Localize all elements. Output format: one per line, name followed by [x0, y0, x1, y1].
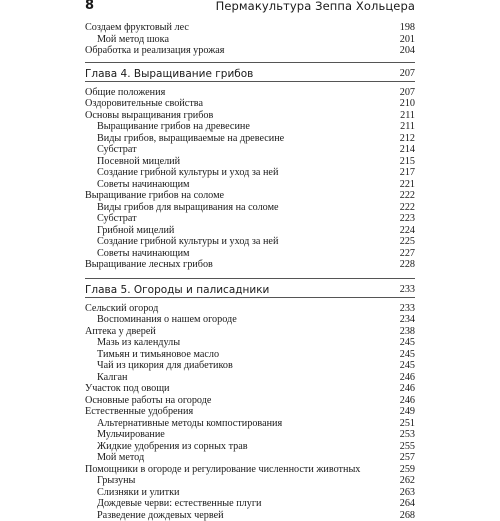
toc-entry-title: Субстрат: [97, 213, 137, 224]
toc-entry: [85, 167, 415, 179]
toc-entry-title: Мой метод: [97, 452, 144, 463]
chapter-heading: [85, 278, 415, 298]
toc-entry: [85, 22, 415, 34]
toc-entry-title: Сельский огород: [85, 303, 158, 314]
toc-entry-title: Выращивание грибов на соломе: [85, 190, 224, 201]
toc-entry: [85, 475, 415, 487]
toc-entry: [85, 464, 415, 476]
toc-entry-title: Аптека у дверей: [85, 326, 156, 337]
toc-entry-page: 233: [400, 303, 415, 315]
toc-entry-page: 249: [400, 406, 415, 418]
page-header: [85, 0, 415, 16]
toc-entry-page: 215: [400, 156, 415, 168]
chapter-title: Глава 5. Огороды и палисадники: [85, 284, 269, 296]
toc-entry-page: 222: [400, 190, 415, 202]
toc-entry-page: 228: [400, 259, 415, 271]
chapter-page: 233: [400, 283, 415, 297]
toc-entry-title: Выращивание лесных грибов: [85, 259, 213, 270]
running-title: Пермакультура Зеппа Хольцера: [216, 0, 415, 13]
toc-entry: [85, 110, 415, 122]
toc-entry: [85, 156, 415, 168]
toc-entry: [85, 452, 415, 464]
toc-entry: [85, 326, 415, 338]
toc-entry-page: 263: [400, 487, 415, 499]
toc-entry: [85, 383, 415, 395]
toc-entry-page: 227: [400, 248, 415, 260]
toc-entry-title: Грызуны: [97, 475, 135, 486]
toc-entry-title: Мульчирование: [97, 429, 165, 440]
toc-entry: [85, 144, 415, 156]
toc-entry-page: 262: [400, 475, 415, 487]
toc-entry: [85, 487, 415, 499]
toc-entry-title: Создание грибной культуры и уход за ней: [97, 236, 278, 247]
toc-entry: [85, 87, 415, 99]
toc-entry-title: Дождевые черви: естественные плуги: [97, 498, 261, 509]
toc-entry-page: 259: [400, 464, 415, 476]
toc-entry: [85, 259, 415, 271]
toc-entry-page: 245: [400, 360, 415, 372]
toc-entry-page: 225: [400, 236, 415, 248]
toc-entry: [85, 337, 415, 349]
toc-entry-page: 210: [400, 98, 415, 110]
toc-entry-page: 251: [400, 418, 415, 430]
toc-entry-page: 201: [400, 34, 415, 46]
toc-entry-title: Основные работы на огороде: [85, 395, 211, 406]
toc-entry-page: 246: [400, 395, 415, 407]
toc-entry-title: Советы начинающим: [97, 248, 189, 259]
toc-entry-page: 207: [400, 87, 415, 99]
toc-entry: [85, 202, 415, 214]
toc-section-top: [85, 22, 415, 57]
chapter-heading: [85, 62, 415, 82]
toc-entry-title: Выращивание грибов на древесине: [97, 121, 250, 132]
toc-entry: [85, 360, 415, 372]
toc-entry-title: Воспоминания о нашем огороде: [97, 314, 237, 325]
toc-entry-title: Естественные удобрения: [85, 406, 193, 417]
toc-entry-page: 217: [400, 167, 415, 179]
table-of-contents: [85, 22, 415, 521]
toc-entry-page: 257: [400, 452, 415, 464]
toc-entry: [85, 34, 415, 46]
toc-entry: [85, 236, 415, 248]
toc-entry: [85, 372, 415, 384]
toc-entry-title: Субстрат: [97, 144, 137, 155]
toc-entry-page: 234: [400, 314, 415, 326]
toc-entry: [85, 190, 415, 202]
toc-entry-title: Грибной мицелий: [97, 225, 174, 236]
toc-entry-title: Советы начинающим: [97, 179, 189, 190]
toc-entry-page: 255: [400, 441, 415, 453]
toc-entry-title: Помощники в огороде и регулирование численности животных: [85, 464, 360, 475]
toc-entry-page: 253: [400, 429, 415, 441]
toc-entry-page: 268: [400, 510, 415, 521]
toc-entry: [85, 133, 415, 145]
toc-entry-page: 211: [400, 110, 415, 122]
toc-entry-title: Создание грибной культуры и уход за ней: [97, 167, 278, 178]
toc-entry: [85, 314, 415, 326]
toc-entry-page: 246: [400, 372, 415, 384]
toc-entry: [85, 213, 415, 225]
toc-entry: [85, 98, 415, 110]
toc-entry: [85, 429, 415, 441]
toc-entry-page: 198: [400, 22, 415, 34]
toc-entry-title: Разведение дождевых червей: [97, 510, 224, 521]
toc-entry-title: Общие положения: [85, 87, 165, 98]
chapter-title: Глава 4. Выращивание грибов: [85, 68, 253, 80]
toc-entry: [85, 248, 415, 260]
toc-entry-title: Мазь из календулы: [97, 337, 180, 348]
toc-entry-page: 221: [400, 179, 415, 191]
toc-entry-title: Виды грибов, выращиваемые на древесине: [97, 133, 284, 144]
toc-entry-page: 245: [400, 349, 415, 361]
chapter-page: 207: [400, 67, 415, 81]
toc-entry-title: Альтернативные методы компостирования: [97, 418, 282, 429]
toc-entry-page: 222: [400, 202, 415, 214]
toc-entry-title: Тимьян и тимьяновое масло: [97, 349, 219, 360]
toc-entry-title: Виды грибов для выращивания на соломе: [97, 202, 279, 213]
toc-entry-title: Калган: [97, 372, 128, 383]
toc-entry-page: 204: [400, 45, 415, 57]
toc-entry-page: 211: [400, 121, 415, 133]
toc-entry: [85, 406, 415, 418]
toc-entry-title: Чай из цикория для диабетиков: [97, 360, 233, 371]
toc-entry-title: Создаем фруктовый лес: [85, 22, 189, 33]
toc-entry: [85, 303, 415, 315]
toc-entry: [85, 179, 415, 191]
toc-entry: [85, 441, 415, 453]
toc-entry-title: Посевной мицелий: [97, 156, 180, 167]
toc-entry: [85, 121, 415, 133]
toc-entry-page: 223: [400, 213, 415, 225]
toc-entry-page: 246: [400, 383, 415, 395]
page-number: 8: [85, 0, 94, 13]
toc-entry: [85, 510, 415, 521]
toc-entry: [85, 395, 415, 407]
toc-entry-page: 264: [400, 498, 415, 510]
toc-entry-title: Мой метод шока: [97, 34, 169, 45]
toc-entry-title: Жидкие удобрения из сорных трав: [97, 441, 248, 452]
toc-section-chapter5: [85, 303, 415, 521]
toc-entry-page: 238: [400, 326, 415, 338]
toc-entry-page: 214: [400, 144, 415, 156]
toc-entry-title: Основы выращивания грибов: [85, 110, 213, 121]
toc-entry-page: 224: [400, 225, 415, 237]
toc-entry-title: Участок под овощи: [85, 383, 170, 394]
toc-section-chapter4: [85, 87, 415, 271]
toc-entry-title: Слизняки и улитки: [97, 487, 179, 498]
toc-entry: [85, 45, 415, 57]
toc-entry-page: 245: [400, 337, 415, 349]
toc-entry-title: Оздоровительные свойства: [85, 98, 203, 109]
toc-entry: [85, 418, 415, 430]
toc-entry: [85, 225, 415, 237]
toc-entry-title: Обработка и реализация урожая: [85, 45, 224, 56]
toc-entry: [85, 349, 415, 361]
toc-entry-page: 212: [400, 133, 415, 145]
